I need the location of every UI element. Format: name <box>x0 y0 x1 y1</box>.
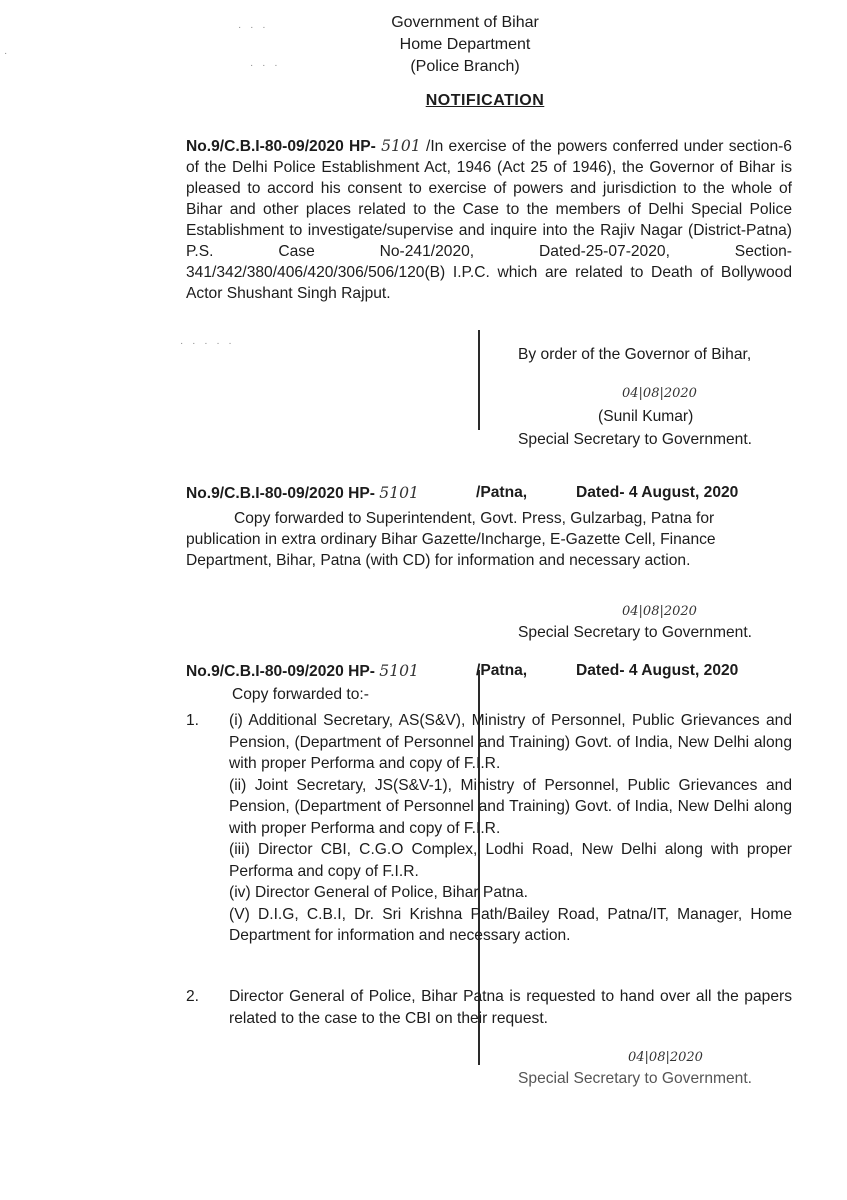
notification-title: NOTIFICATION <box>425 92 545 109</box>
recipient-entry: (ii) Joint Secretary, JS(S&V-1), Ministry of Personnel, Public Grievances and Pension, (Department of Personnel and Training) Govt. of India, New Delhi along with proper Performa and copy of F.I.R. <box>229 776 792 837</box>
recipient-entry: (iv) Director General of Police, Bihar Patna. <box>229 884 528 901</box>
scan-speckle: · · · · · <box>180 338 235 349</box>
notification-paragraph <box>186 136 792 304</box>
notification-body: /In exercise of the powers conferred under section-6 of the Delhi Police Establishment Act, 1946 (Act 25 of 1946), the Governor of Bihar is pleased to accord his consent to exercise of powers and jurisdiction to the whole of Bihar and other places related to the Case to the members of Delhi Special Police Establishment to investigate/supervise and inquire into the Rajiv Nagar (District-Patna) P.S. Case No-241/2020, Dated-25-07-2020, Section-341/342/380/406/420/306/506/120(B) I.P.C. which are related to Death of Bollywood Actor Shushant Singh Rajput. <box>186 138 792 302</box>
recipient-entry: Director General of Police, Bihar Patna is requested to hand over all the papers related to the case to the CBI on their request. <box>229 988 792 1027</box>
recipient-entry: (V) D.I.G, C.B.I, Dr. Sri Krishna Path/Bailey Road, Patna/IT, Manager, Home Department for information and necessary action. <box>229 905 792 944</box>
recipient-entry: (i) Additional Secretary, AS(S&V), Ministry of Personnel, Public Grievances and Pension, (Department of Personnel and Training) Govt. of India, New Delhi along with proper Performa and copy of F.I.R. <box>229 712 792 772</box>
copy1-hp-number: 5101 <box>379 484 419 502</box>
notification-ref: No.9/C.B.I-80-09/2020 HP- <box>186 138 376 155</box>
list-item <box>229 710 792 947</box>
scan-fold-line <box>478 330 480 430</box>
header-line-department: Home Department <box>399 36 531 53</box>
scan-speckle: · · · <box>250 60 281 71</box>
list-item-number: 1. <box>186 712 200 729</box>
signatory-designation: Special Secretary to Government. <box>518 431 753 448</box>
copy1-text: Copy forwarded to Superintendent, Govt. Press, Gulzarbag, Patna for publication in extra ordinary Bihar Gazette/Incharge, E-Gazette Cell, Finance Department, Bihar, Patna (with CD) for information and necessary action. <box>186 510 716 569</box>
signatory-name: (Sunil Kumar) <box>598 408 694 425</box>
header-line-branch: (Police Branch) <box>410 58 520 75</box>
notification-hp-number: 5101 <box>381 137 421 155</box>
scan-speckle: · <box>4 48 11 59</box>
copy2-dated: Dated- 4 August, 2020 <box>576 662 739 679</box>
copy1-ref-line <box>186 484 766 503</box>
copy1-initial: 04|08|2020 <box>622 604 697 619</box>
scan-speckle: · · · <box>238 22 269 33</box>
copy1-designation: Special Secretary to Government. <box>518 624 753 641</box>
list-item <box>229 986 792 1029</box>
copy2-ref: No.9/C.B.I-80-09/2020 HP- <box>186 663 375 680</box>
signature-initial: 04|08|2020 <box>622 386 697 401</box>
list-item-number: 2. <box>186 988 200 1005</box>
recipient-list <box>186 710 792 1030</box>
copy2-designation: Special Secretary to Government. <box>518 1070 753 1087</box>
copy2-intro: Copy forwarded to:- <box>232 686 369 703</box>
copy1-dated: Dated- 4 August, 2020 <box>576 484 739 501</box>
copy2-ref-line <box>186 662 766 681</box>
copy2-place: /Patna, <box>476 662 528 679</box>
by-order-line: By order of the Governor of Bihar, <box>518 346 752 363</box>
copy1-ref: No.9/C.B.I-80-09/2020 HP- <box>186 485 375 502</box>
copy2-initial: 04|08|2020 <box>628 1050 703 1065</box>
copy2-hp-number: 5101 <box>379 662 419 680</box>
header-line-government: Government of Bihar <box>391 14 539 31</box>
copy1-place: /Patna, <box>476 484 528 501</box>
recipient-entry: (iii) Director CBI, C.G.O Complex, Lodhi Road, New Delhi along with proper Performa and copy of F.I.R. <box>229 841 792 880</box>
